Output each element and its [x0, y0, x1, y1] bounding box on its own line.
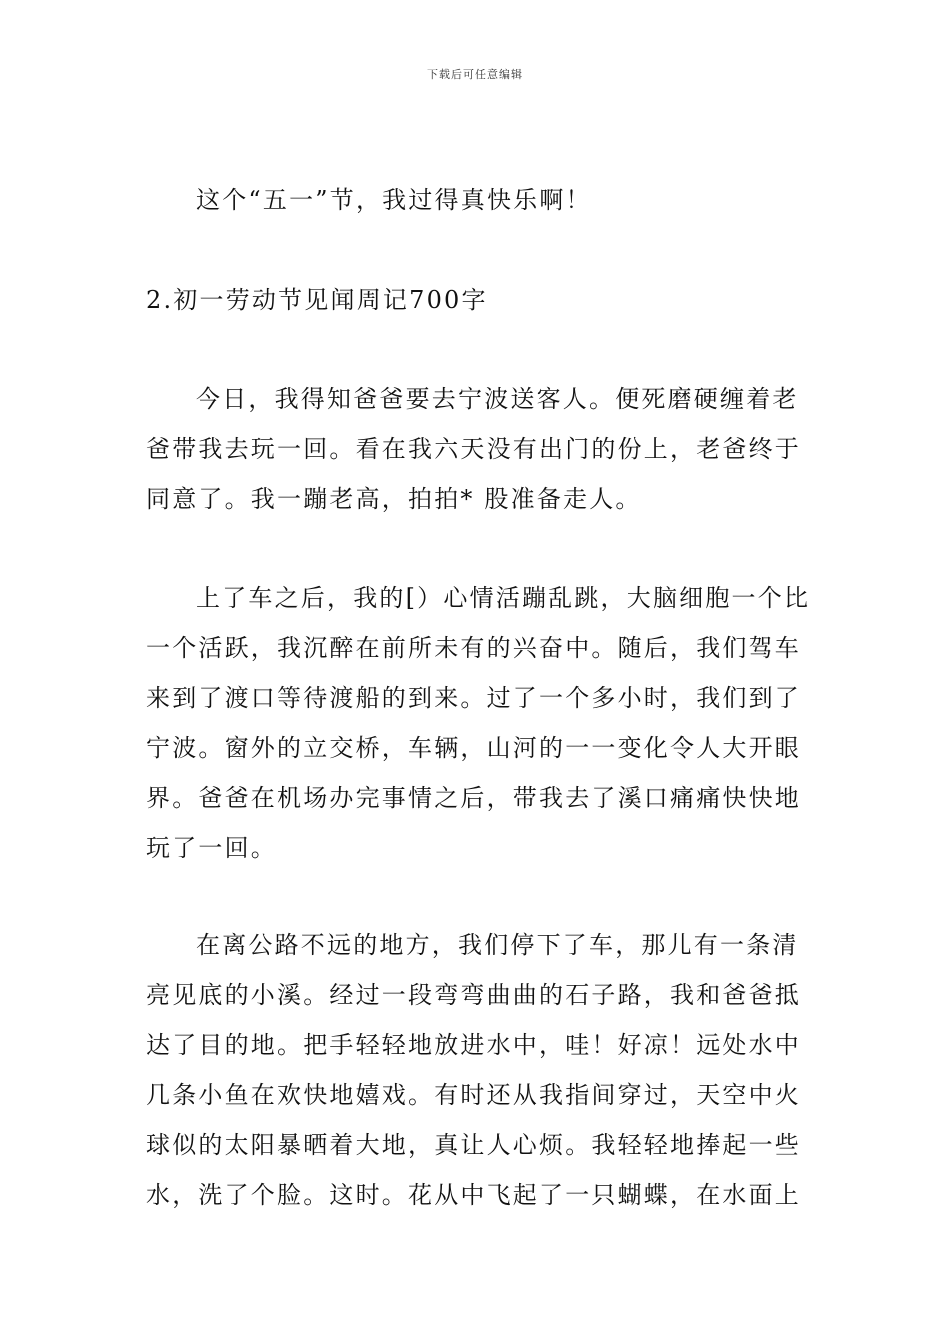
paragraph-3-line-2: 亮见底的小溪。经过一段弯弯曲曲的石子路，我和爸爸抵 — [146, 981, 801, 1009]
paragraph-3-line-4: 几条小鱼在欢快地嬉戏。有时还从我指间穿过，天空中火 — [146, 1081, 801, 1109]
paragraph-2-line-1: 上了车之后，我的[）心情活蹦乱跳，大脑细胞一个比 — [196, 584, 811, 612]
paragraph-2-line-3: 来到了渡口等待渡船的到来。过了一个多小时，我们到了 — [146, 684, 801, 712]
paragraph-1-line-2: 爸带我去玩一回。看在我六天没有出门的份上，老爸终于 — [146, 435, 801, 463]
paragraph-3-line-5: 球似的太阳暴晒着大地，真让人心烦。我轻轻地捧起一些 — [146, 1131, 801, 1159]
paragraph-2-line-6: 玩了一回。 — [146, 834, 277, 862]
paragraph-1-line-1: 今日，我得知爸爸要去宁波送客人。便死磨硬缠着老 — [196, 385, 799, 413]
paragraph-2-line-4: 宁波。窗外的立交桥，车辆，山河的一一变化令人大开眼 — [146, 734, 801, 762]
paragraph-3-line-1: 在离公路不远的地方，我们停下了车，那儿有一条清 — [196, 931, 799, 959]
section-title: 2.初一劳动节见闻周记700字 — [146, 286, 488, 314]
paragraph-3-line-3: 达了目的地。把手轻轻地放进水中，哇！好凉！远处水中 — [146, 1031, 801, 1059]
closing-line: 这个“五一”节，我过得真快乐啊！ — [196, 186, 592, 214]
paragraph-2-line-2: 一个活跃，我沉醉在前所未有的兴奋中。随后，我们驾车 — [146, 634, 801, 662]
paragraph-1-line-3: 同意了。我一蹦老高，拍拍* 股准备走人。 — [146, 485, 642, 513]
page-header: 下载后可任意编辑 — [427, 68, 523, 81]
paragraph-2-line-5: 界。爸爸在机场办完事情之后，带我去了溪口痛痛快快地 — [146, 784, 801, 812]
paragraph-3-line-6: 水，洗了个脸。这时。花从中飞起了一只蝴蝶，在水面上 — [146, 1181, 801, 1209]
